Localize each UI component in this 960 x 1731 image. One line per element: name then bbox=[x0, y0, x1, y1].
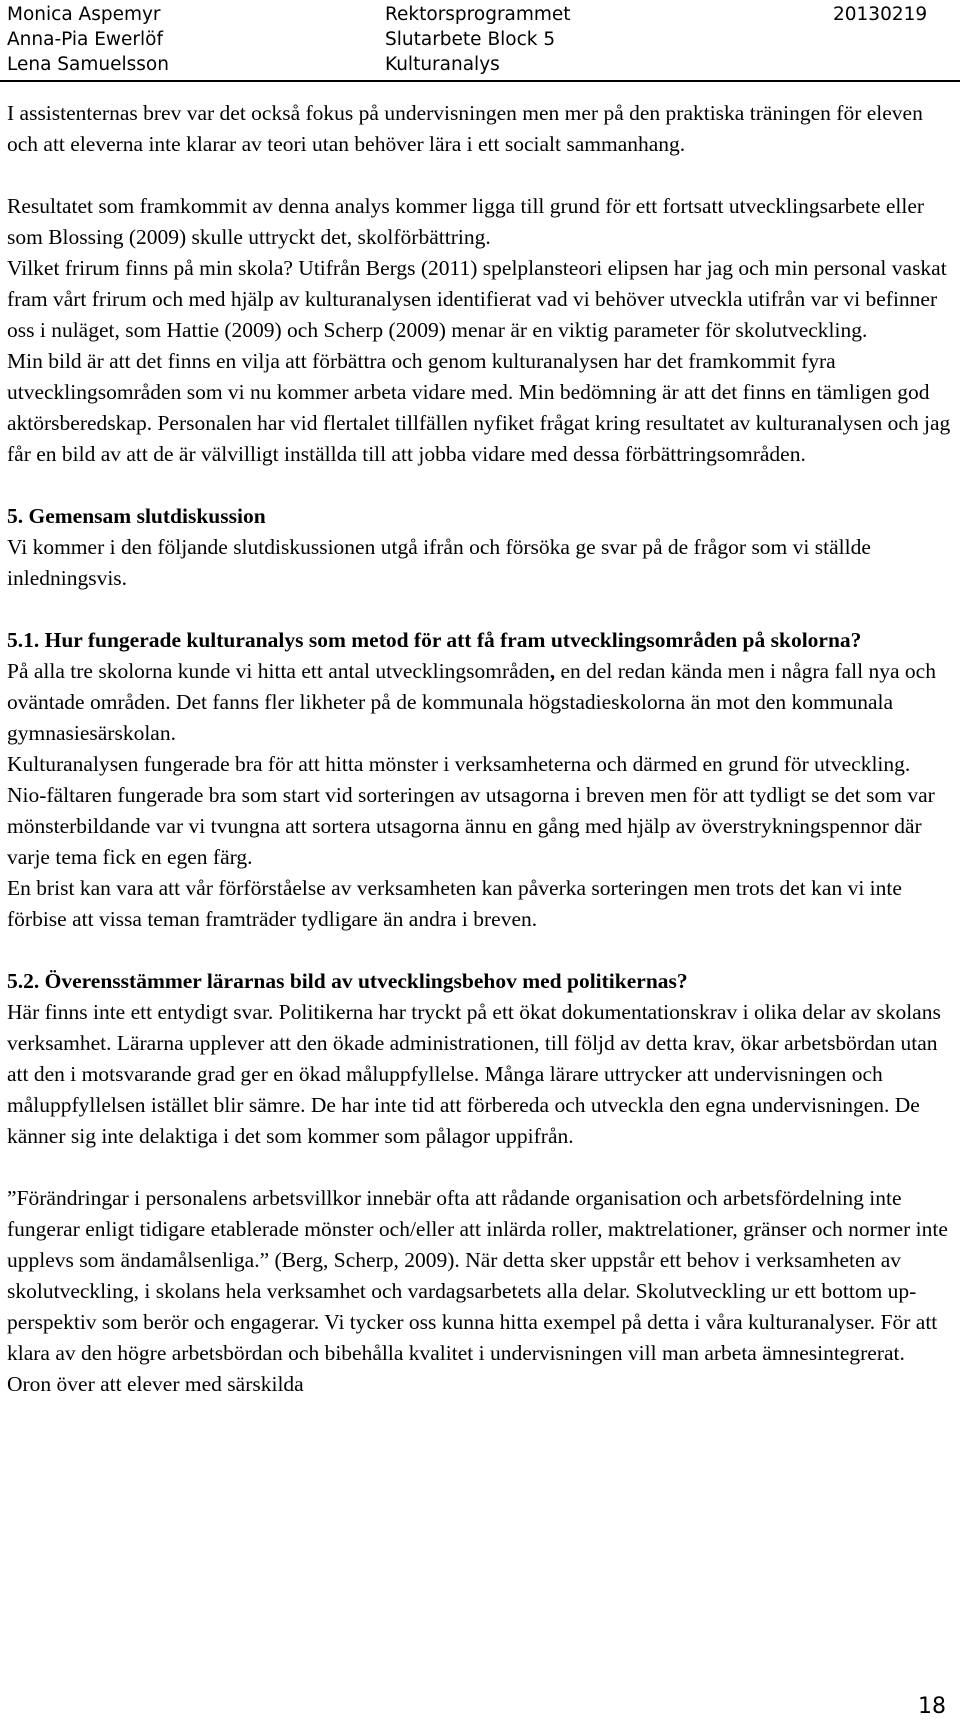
paragraph-part: en del redan kända men i några fall nya och oväntade områden. Det fanns fler likheter på de kommunala högstadieskolorna än mot den kommunala gymnasiesärskolan. bbox=[7, 659, 936, 745]
paragraph: ”Förändringar i personalens arbetsvillkor innebär ofta att rådande organisation och arbetsfördelning inte fungerar enligt tidigare etablerade mönster och/eller att inlärda roller, maktrelationer, gränser och normer inte upplevs som ändamålsenliga.” (Berg, Scherp, 2009). När detta sker uppstår ett behov i verksamheten av skolutveckling, i skolans hela verksamhet och vardagsarbetets alla delar. Skolutveckling ur ett bottom up-perspektiv som berör och engagerar. Vi tycker oss kunna hitta exempel på detta i våra kulturanalyser. För att klara av den högre arbetsbördan och bibehålla kvalitet i undervisningen vill man arbeta ämnesintegrerat. Oron över att elever med särskilda bbox=[7, 1186, 948, 1396]
paragraph: Kulturanalysen fungerade bra för att hitta mönster i verksamheterna och därmed en grund för utveckling. bbox=[7, 752, 911, 776]
section-heading: 5. Gemensam slutdiskussion bbox=[7, 504, 266, 528]
header-author-2: Anna-Pia Ewerlöf bbox=[7, 29, 164, 50]
page-header bbox=[0, 0, 960, 82]
paragraph: Här finns inte ett entydigt svar. Politikerna har tryckt på ett ökat dokumentationskrav i olika delar av skolans verksamhet. Lärarna upplever att den ökade administrationen, till följd av detta krav, ökar arbetsbördan utan att den i motsvarande grad ger en ökad måluppfyllelse. Många lärare uttrycker att undervisningen och måluppfyllelsen istället blir sämre. De har inte tid att förbereda och utveckla den egna undervisningen. De känner sig inte delaktiga i det som kommer som pålagor uppifrån. bbox=[7, 1000, 941, 1148]
header-topic: Kulturanalys bbox=[385, 54, 500, 75]
paragraph: Resultatet som framkommit av denna analys kommer ligga till grund för ett fortsatt utvecklingsarbete eller som Blossing (2009) skulle uttryckt det, skolförbättring. bbox=[7, 194, 925, 249]
paragraph bbox=[7, 656, 952, 749]
header-assignment: Slutarbete Block 5 bbox=[385, 29, 556, 50]
subsection-heading: 5.2. Överensstämmer lärarnas bild av utvecklingsbehov med politikernas? bbox=[7, 969, 688, 993]
header-authors bbox=[7, 2, 169, 77]
paragraph: Vi kommer i den följande slutdiskussionen utgå ifrån och försöka ge svar på de frågor som vi ställde inledningsvis. bbox=[7, 535, 871, 590]
document-body bbox=[7, 98, 952, 1400]
page-number: 18 bbox=[918, 1694, 946, 1719]
subsection-heading: 5.1. Hur fungerade kulturanalys som metod för att få fram utvecklingsområden på skolorna? bbox=[7, 628, 862, 652]
paragraph: Vilket frirum finns på min skola? Utifrån Bergs (2011) spelplansteori elipsen har jag och min personal vaskat fram vårt frirum och med hjälp av kulturanalysen identifierat vad vi behöver utveckla utifrån var vi befinner oss i nuläget, som Hattie (2009) och Scherp (2009) menar är en viktig parameter för skolutveckling. bbox=[7, 256, 947, 342]
paragraph-part: , bbox=[549, 659, 561, 683]
header-course bbox=[385, 2, 571, 77]
header-author-1: Monica Aspemyr bbox=[7, 4, 161, 25]
header-author-3: Lena Samuelsson bbox=[7, 54, 169, 75]
paragraph: Nio-fältaren fungerade bra som start vid sorteringen av utsagorna i breven men för att tydligt se det som var mönsterbildande var vi tvungna att sortera utsagorna ännu en gång med hjälp av överstrykningspennor där varje tema fick en egen färg. bbox=[7, 783, 935, 869]
header-program: Rektorsprogrammet bbox=[385, 4, 571, 25]
header-date-value: 20130219 bbox=[833, 4, 928, 25]
header-date bbox=[833, 2, 927, 27]
paragraph: En brist kan vara att vår förförståelse av verksamheten kan påverka sorteringen men trots det kan vi inte förbise att vissa teman framträder tydligare än andra i breven. bbox=[7, 876, 902, 931]
header-divider bbox=[0, 80, 960, 82]
paragraph: I assistenternas brev var det också fokus på undervisningen men mer på den praktiska träningen för eleven och att eleverna inte klarar av teori utan behöver lära i ett socialt sammanhang. bbox=[7, 101, 923, 156]
paragraph-part: På alla tre skolorna kunde vi hitta ett antal utvecklingsområden bbox=[7, 659, 550, 683]
paragraph: Min bild är att det finns en vilja att förbättra och genom kulturanalysen har det framkommit fyra utvecklingsområden som vi nu kommer arbeta vidare med. Min bedömning är att det finns en tämligen god aktörsberedskap. Personalen har vid flertalet tillfällen nyfiket frågat kring resultatet av kulturanalysen och jag får en bild av att de är välvilligt inställda till att jobba vidare med dessa förbättringsområden. bbox=[7, 349, 951, 466]
